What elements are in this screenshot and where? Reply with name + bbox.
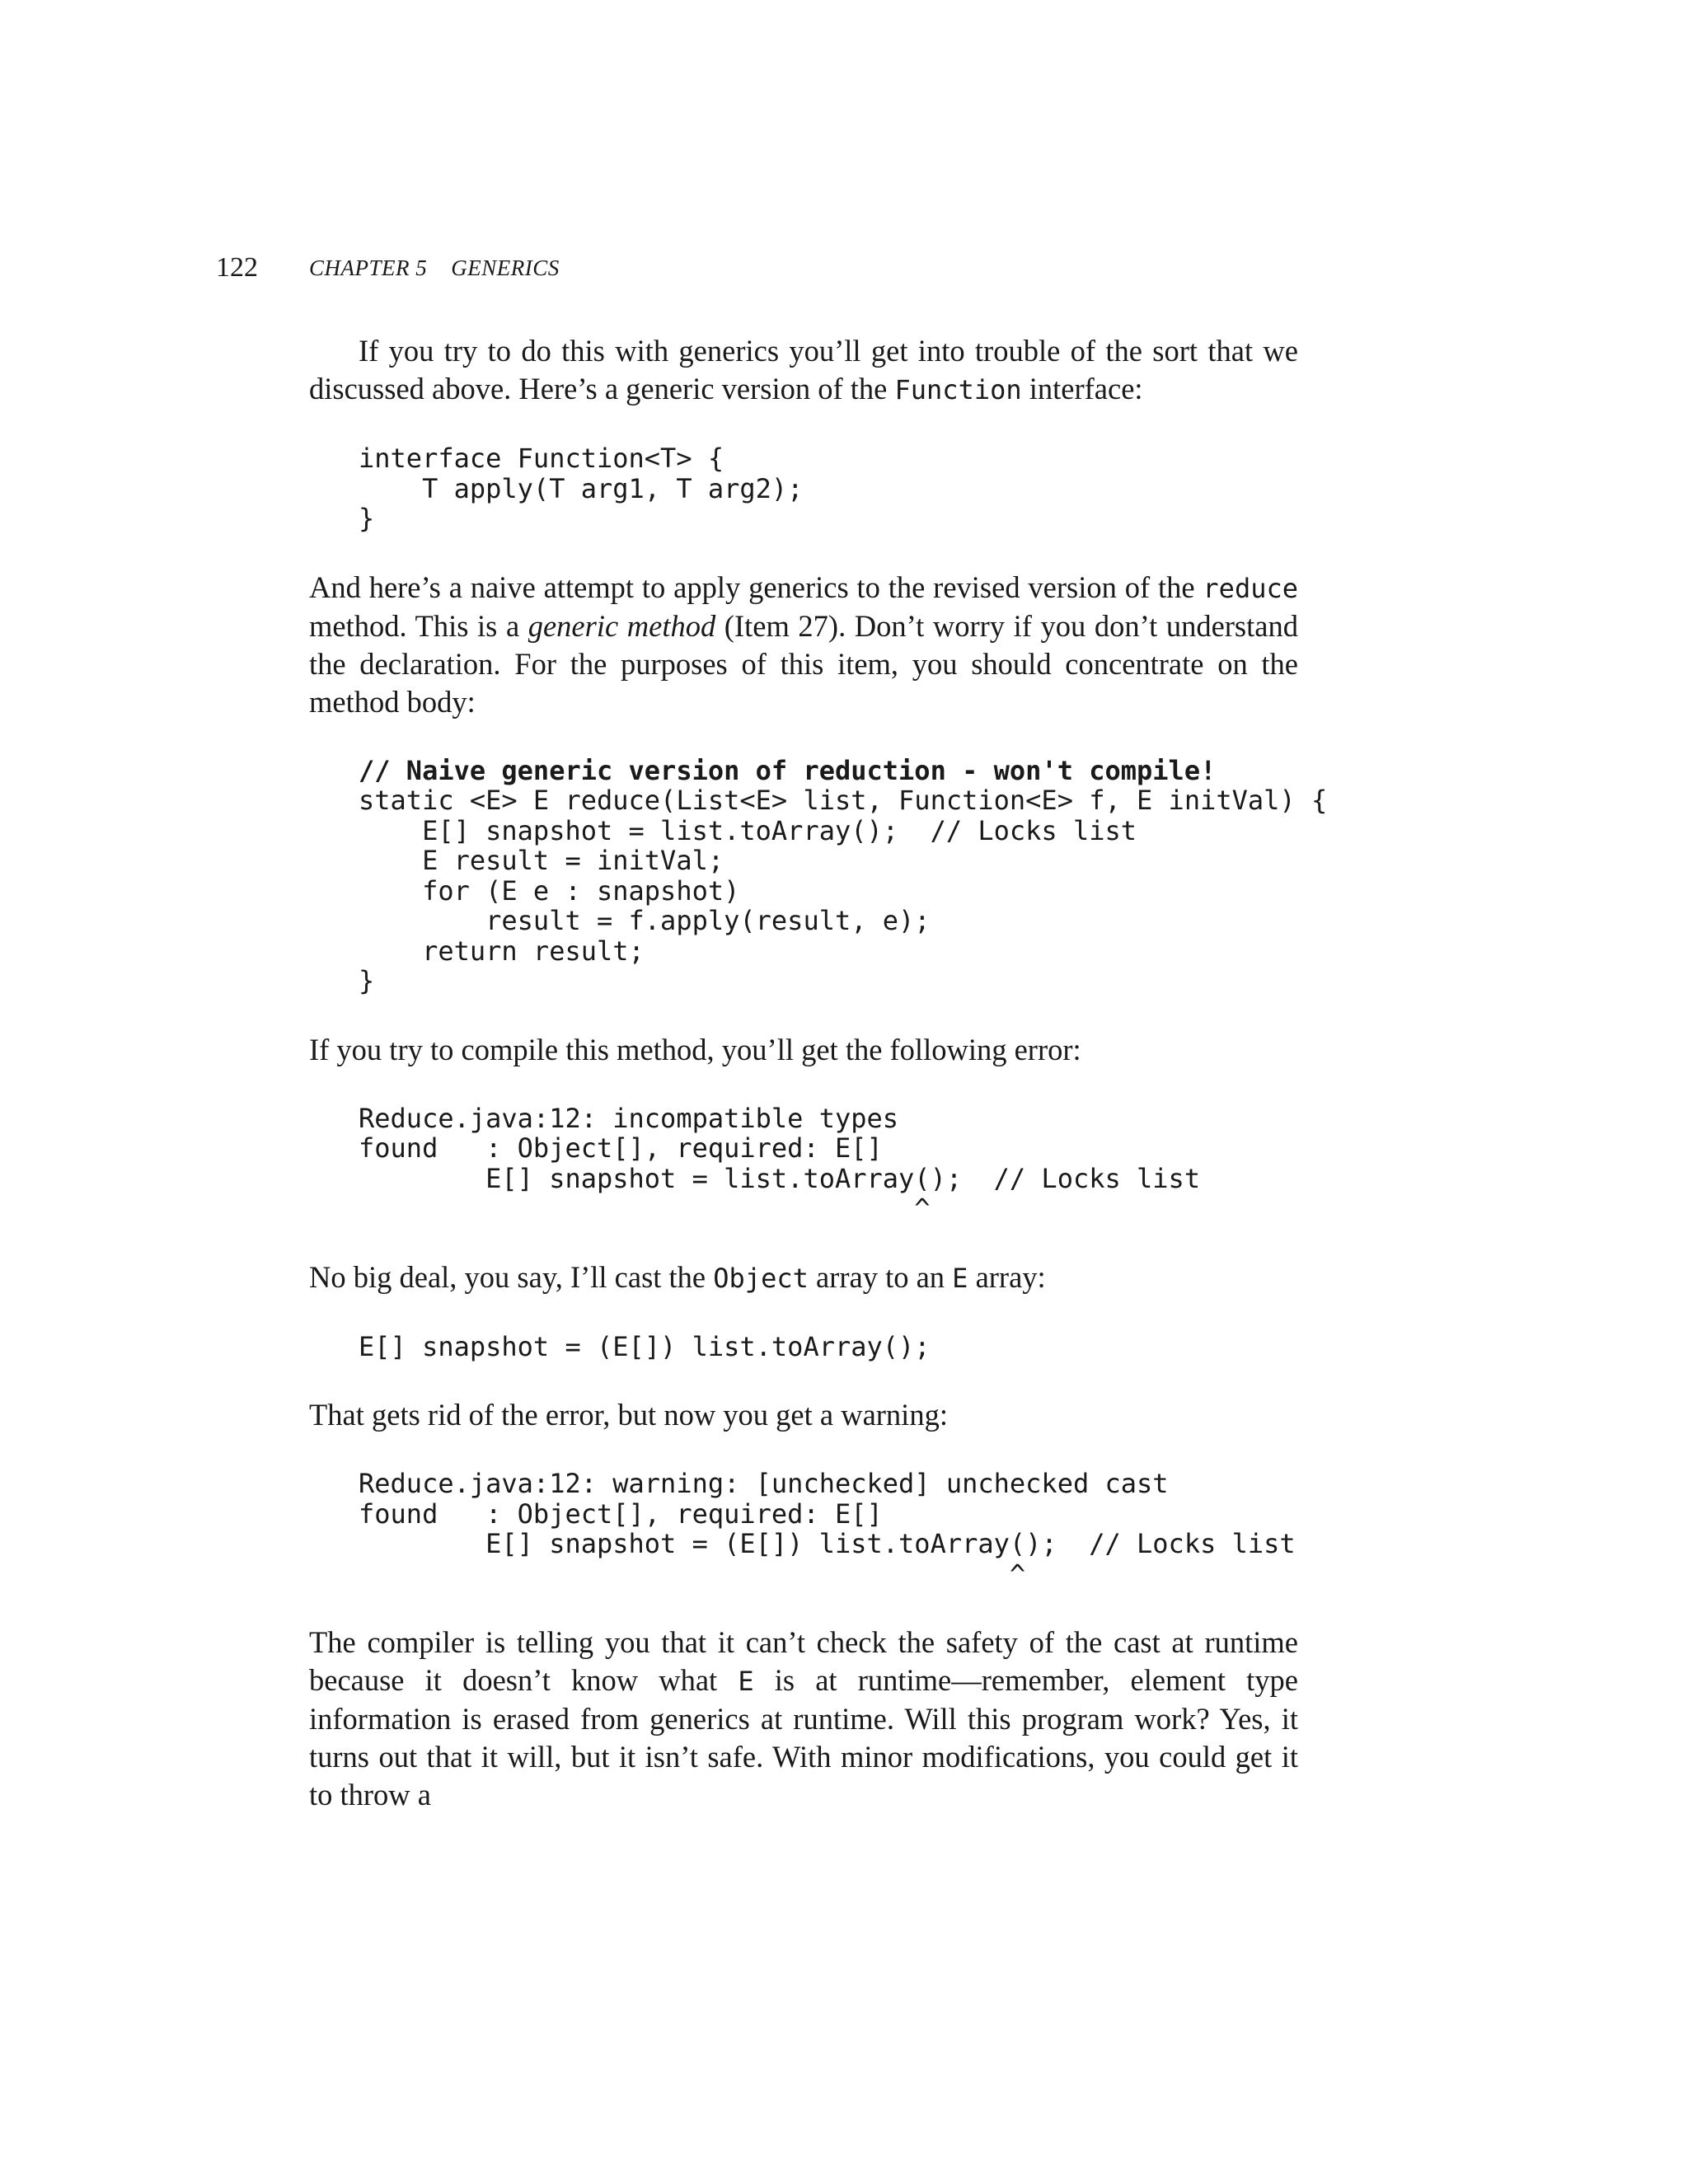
code-line: E[] snapshot = list.toArray(); // Locks list xyxy=(359,1162,1201,1194)
code-block-function-interface xyxy=(359,443,1298,534)
inline-code: reduce xyxy=(1203,572,1298,604)
page-number: 122 xyxy=(216,252,258,283)
code-line: E[] snapshot = list.toArray(); // Locks list xyxy=(359,814,1137,846)
code-line: found : Object[], required: E[] xyxy=(359,1132,883,1164)
chapter-title: CHAPTER 5 GENERICS xyxy=(309,255,560,280)
paragraph-compiler-explanation: The compiler is telling you that it can’t check the safety of the cast at runtime because it doesn’t know what E is at runtime—remember, element type information is erased from generics at runtime. Will this program work? Yes, it turns out that it will, but it isn’t safe. With minor modifications, you could get it to throw a xyxy=(309,1625,1298,1811)
code-line: static <E> E reduce(List<E> list, Function<E> f, E initVal) { xyxy=(359,785,1328,816)
code-block-warning-output xyxy=(359,1469,1298,1589)
paragraph-naive-attempt: And here’s a naive attempt to apply generics to the revised version of the reduce method. This is a generic method (Item 27). Don’t worry if you don’t understand the declaration. For the purposes of this item, you should concentrate on the method body: xyxy=(309,569,1298,719)
paragraph-warning: That gets rid of the error, but now you get a warning: xyxy=(309,1398,948,1432)
inline-code: E xyxy=(952,1262,968,1294)
code-line: E[] snapshot = (E[]) list.toArray(); xyxy=(359,1330,931,1362)
running-head xyxy=(216,247,1370,288)
code-line: return result; xyxy=(359,935,645,967)
paragraph-cast: No big deal, you say, I’ll cast the Object array to an E array: xyxy=(309,1259,1046,1294)
paragraph-compile-error: If you try to compile this method, you’ll get the following error: xyxy=(309,1032,1081,1066)
code-line: ^ xyxy=(359,1558,1026,1590)
page-body xyxy=(309,332,1328,1814)
inline-code: E xyxy=(738,1666,754,1697)
code-block-error-output xyxy=(359,1104,1298,1224)
code-line: Reduce.java:12: warning: [unchecked] unchecked cast xyxy=(359,1468,1169,1499)
code-line: result = f.apply(result, e); xyxy=(359,905,931,936)
code-comment: // Naive generic version of reduction - won't compile! xyxy=(359,754,1217,786)
code-block-reduce-method xyxy=(359,754,1328,996)
code-line: E[] snapshot = (E[]) list.toArray(); // Locks list xyxy=(359,1528,1296,1559)
emphasis-generic-method: generic method xyxy=(528,608,716,643)
code-line: E result = initVal; xyxy=(359,845,724,876)
code-line: ^ xyxy=(359,1193,931,1224)
inline-code: Function xyxy=(894,374,1022,405)
code-line: T apply(T arg1, T arg2); xyxy=(359,472,804,504)
code-line: for (E e : snapshot) xyxy=(359,874,740,907)
code-line: } xyxy=(359,503,375,534)
code-line: found : Object[], required: E[] xyxy=(359,1497,883,1530)
paragraph-intro: If you try to do this with generics you’ll get into trouble of the sort that we discussed above. Here’s a generic version of the Function interface: xyxy=(309,334,1298,405)
code-line: interface Function<T> { xyxy=(359,443,724,474)
inline-code: Object xyxy=(713,1262,809,1294)
code-line: } xyxy=(359,965,375,996)
code-line: Reduce.java:12: incompatible types xyxy=(359,1102,899,1134)
code-block-cast xyxy=(359,1332,1298,1362)
